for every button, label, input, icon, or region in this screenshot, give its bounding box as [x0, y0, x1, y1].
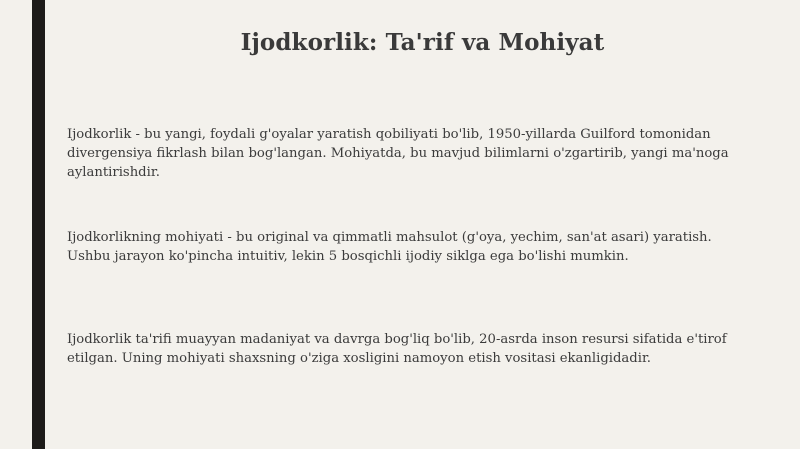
slide-title: Ijodkorlik: Ta'rif va Mohiyat	[240, 29, 605, 56]
paragraph-context: Ijodkorlik ta'rifi muayyan madaniyat va davrga bog'liq bo'lib, 20-asrda inson resursi sifatida e'tirof etilgan. Uning mohiyati shaxsning o'ziga xosligini namoyon etish vositasi ekanligidadir.	[67, 332, 727, 366]
left-accent-bar	[32, 0, 45, 449]
paragraph-definition: Ijodkorlik - bu yangi, foydali g'oyalar yaratish qobiliyati bo'lib, 1950-yillarda Guilford tomonidan divergensiya fikrlash bilan bog'langan. Mohiyatda, bu mavjud bilimlarni o'zgartirib, yangi ma'noga aylantirishdir.	[67, 127, 729, 180]
paragraph-essence: Ijodkorlikning mohiyati - bu original va qimmatli mahsulot (g'oya, yechim, san'at asari) yaratish. Ushbu jarayon ko'pincha intuitiv, lekin 5 bosqichli ijodiy siklga ega bo'lishi mumkin.	[67, 230, 712, 264]
